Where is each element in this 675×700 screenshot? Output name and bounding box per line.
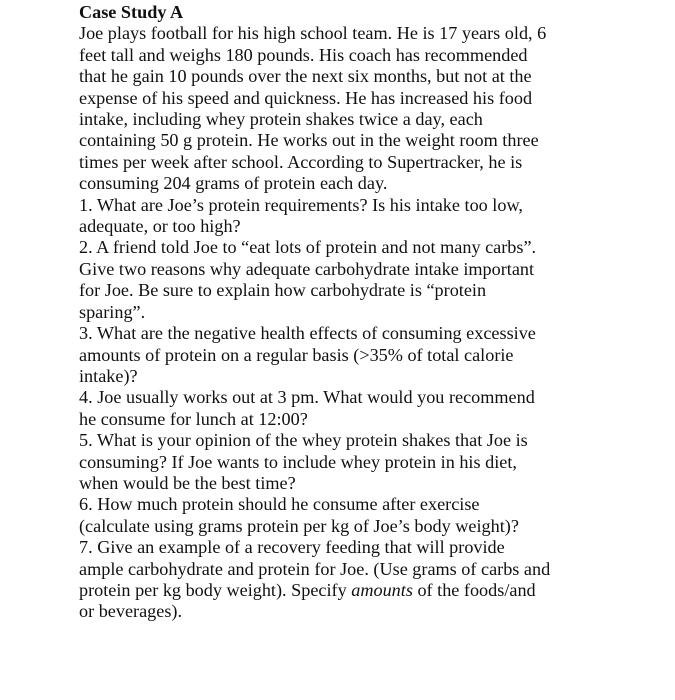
question-3-line: intake)? [79, 365, 138, 386]
question-2-line: 2. A friend told Joe to “eat lots of protein and not many carbs”. [79, 237, 537, 258]
question-6-line: (calculate using grams protein per kg of Joe’s body weight)? [79, 515, 519, 536]
question-6-line: 6. How much protein should he consume after exercise [79, 494, 480, 515]
question-5-line: 5. What is your opinion of the whey protein shakes that Joe is [79, 430, 528, 451]
question-5-line: consuming? If Joe wants to include whey protein in his diet, [79, 451, 517, 472]
text-line: that he gain 10 pounds over the next six months, but not at the [79, 66, 532, 87]
question-5-line: when would be the best time? [79, 472, 296, 493]
question-4-line: he consume for lunch at 12:00? [79, 408, 308, 429]
question-7-text-end: of the foods/and [412, 579, 536, 600]
text-line: consuming 204 grams of protein each day. [79, 173, 388, 194]
question-3-line: 3. What are the negative health effects of consuming excessive [79, 323, 536, 344]
question-1-line: 1. What are Joe’s protein requirements? Is his intake too low, [79, 194, 523, 215]
text-line: feet tall and weighs 180 pounds. His coach has recommended [79, 44, 528, 65]
case-study-title: Case Study A [79, 2, 184, 22]
question-7-line: 7. Give an example of a recovery feeding that will provide [79, 537, 505, 558]
text-line: times per week after school. According to Supertracker, he is [79, 151, 523, 172]
question-7-text: protein per kg body weight). Specify [79, 579, 352, 600]
text-line: Joe plays football for his high school team. He is 17 years old, 6 [79, 23, 547, 44]
question-7-line [79, 580, 639, 601]
question-3-line: amounts of protein on a regular basis (>35% of total calorie [79, 344, 514, 365]
case-study-document [79, 2, 639, 623]
text-line: intake, including whey protein shakes twice a day, each [79, 109, 483, 130]
question-1-line: adequate, or too high? [79, 216, 241, 237]
question-7-line: ample carbohydrate and protein for Joe. (Use grams of carbs and [79, 558, 551, 579]
question-7-line: or beverages). [79, 601, 183, 622]
text-line: expense of his speed and quickness. He has increased his food [79, 87, 533, 108]
text-line: containing 50 g protein. He works out in the weight room three [79, 130, 539, 151]
question-2-line: Give two reasons why adequate carbohydrate intake important [79, 258, 535, 279]
question-2-line: sparing”. [79, 301, 146, 322]
question-4-line: 4. Joe usually works out at 3 pm. What would you recommend [79, 387, 535, 408]
question-2-line: for Joe. Be sure to explain how carbohydrate is “protein [79, 280, 487, 301]
emphasized-word: amounts [351, 579, 413, 600]
